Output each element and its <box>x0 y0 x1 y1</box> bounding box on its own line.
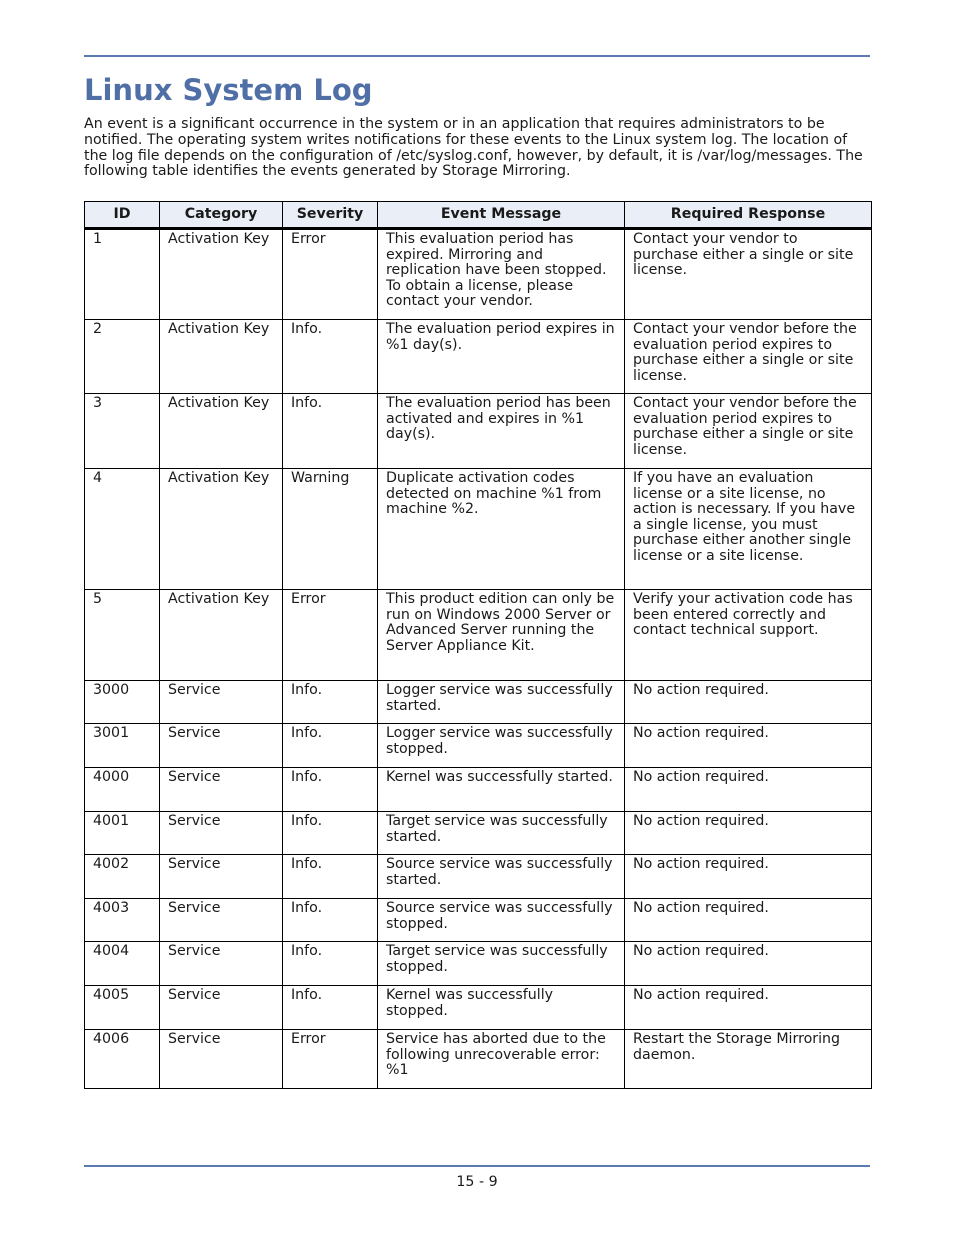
cell-category: Activation Key <box>160 320 283 394</box>
table-row <box>85 469 872 590</box>
cell-severity: Info. <box>283 768 378 812</box>
table-row <box>85 394 872 469</box>
header-required-response: Required Response <box>625 202 872 229</box>
cell-required-response: If you have an evaluation license or a site license, no action is necessary. If you have a single license, you must purchase either another single license or a site license. <box>625 469 872 590</box>
cell-required-response: No action required. <box>625 855 872 899</box>
cell-category: Activation Key <box>160 469 283 590</box>
cell-category: Activation Key <box>160 394 283 469</box>
cell-category: Activation Key <box>160 229 283 320</box>
cell-event-message: Kernel was successfully stopped. <box>378 986 625 1030</box>
cell-severity: Error <box>283 1030 378 1089</box>
page-title: Linux System Log <box>84 73 373 107</box>
cell-id: 2 <box>85 320 160 394</box>
cell-id: 3001 <box>85 724 160 768</box>
cell-event-message: Service has aborted due to the following unrecoverable error: %1 <box>378 1030 625 1089</box>
header-severity: Severity <box>283 202 378 229</box>
cell-category: Service <box>160 1030 283 1089</box>
cell-category: Service <box>160 812 283 855</box>
cell-severity: Info. <box>283 942 378 986</box>
cell-severity: Info. <box>283 724 378 768</box>
table-row <box>85 942 872 986</box>
cell-id: 4002 <box>85 855 160 899</box>
footer-rule <box>84 1165 870 1167</box>
cell-required-response: No action required. <box>625 942 872 986</box>
cell-category: Service <box>160 855 283 899</box>
cell-event-message: Duplicate activation codes detected on machine %1 from machine %2. <box>378 469 625 590</box>
cell-required-response: No action required. <box>625 768 872 812</box>
cell-id: 4005 <box>85 986 160 1030</box>
cell-severity: Info. <box>283 394 378 469</box>
cell-severity: Info. <box>283 855 378 899</box>
cell-event-message: This product edition can only be run on Windows 2000 Server or Advanced Server running the Server Appliance Kit. <box>378 590 625 681</box>
cell-severity: Info. <box>283 320 378 394</box>
cell-id: 4003 <box>85 899 160 942</box>
cell-required-response: Restart the Storage Mirroring daemon. <box>625 1030 872 1089</box>
cell-id: 5 <box>85 590 160 681</box>
cell-required-response: Contact your vendor to purchase either a single or site license. <box>625 229 872 320</box>
table-row <box>85 768 872 812</box>
cell-category: Service <box>160 899 283 942</box>
cell-event-message: Target service was successfully started. <box>378 812 625 855</box>
cell-required-response: No action required. <box>625 812 872 855</box>
table-row <box>85 320 872 394</box>
header-id: ID <box>85 202 160 229</box>
cell-required-response: No action required. <box>625 986 872 1030</box>
table-row <box>85 229 872 320</box>
cell-category: Service <box>160 986 283 1030</box>
cell-required-response: Contact your vendor before the evaluation period expires to purchase either a single or site license. <box>625 320 872 394</box>
cell-required-response: Contact your vendor before the evaluation period expires to purchase either a single or site license. <box>625 394 872 469</box>
table-row <box>85 1030 872 1089</box>
cell-id: 1 <box>85 229 160 320</box>
table-row <box>85 681 872 724</box>
table-row <box>85 590 872 681</box>
cell-severity: Info. <box>283 986 378 1030</box>
table-row <box>85 986 872 1030</box>
cell-event-message: Source service was successfully started. <box>378 855 625 899</box>
table-row <box>85 812 872 855</box>
cell-severity: Info. <box>283 812 378 855</box>
cell-event-message: This evaluation period has expired. Mirroring and replication have been stopped. To obtain a license, please contact your vendor. <box>378 229 625 320</box>
table-header-row <box>85 202 872 229</box>
cell-category: Service <box>160 768 283 812</box>
table-row <box>85 855 872 899</box>
cell-required-response: No action required. <box>625 724 872 768</box>
header-event-message: Event Message <box>378 202 625 229</box>
intro-paragraph: An event is a significant occurrence in the system or in an application that requires administrators to be notified. The operating system writes notifications for these events to the Linux system log. The location of the log file depends on the configuration of /etc/syslog.conf, however, by default, it is /var/log/messages. The following table identifies the events generated by Storage Mirroring. <box>84 116 863 180</box>
cell-id: 3 <box>85 394 160 469</box>
cell-event-message: Logger service was successfully stopped. <box>378 724 625 768</box>
cell-category: Service <box>160 681 283 724</box>
cell-severity: Info. <box>283 899 378 942</box>
cell-id: 4000 <box>85 768 160 812</box>
cell-severity: Error <box>283 229 378 320</box>
cell-severity: Error <box>283 590 378 681</box>
cell-category: Service <box>160 942 283 986</box>
table-row <box>85 724 872 768</box>
table-row <box>85 899 872 942</box>
cell-id: 4 <box>85 469 160 590</box>
cell-required-response: No action required. <box>625 899 872 942</box>
cell-severity: Info. <box>283 681 378 724</box>
cell-required-response: No action required. <box>625 681 872 724</box>
cell-id: 4006 <box>85 1030 160 1089</box>
cell-event-message: Source service was successfully stopped. <box>378 899 625 942</box>
cell-id: 3000 <box>85 681 160 724</box>
cell-event-message: The evaluation period expires in %1 day(s). <box>378 320 625 394</box>
header-category: Category <box>160 202 283 229</box>
cell-event-message: Kernel was successfully started. <box>378 768 625 812</box>
cell-event-message: The evaluation period has been activated and expires in %1 day(s). <box>378 394 625 469</box>
cell-category: Activation Key <box>160 590 283 681</box>
header-rule <box>84 55 870 57</box>
cell-severity: Warning <box>283 469 378 590</box>
cell-category: Service <box>160 724 283 768</box>
cell-event-message: Logger service was successfully started. <box>378 681 625 724</box>
cell-id: 4004 <box>85 942 160 986</box>
cell-required-response: Verify your activation code has been entered correctly and contact technical support. <box>625 590 872 681</box>
cell-id: 4001 <box>85 812 160 855</box>
events-table <box>84 201 872 1089</box>
page-number: 15 - 9 <box>456 1174 498 1190</box>
cell-event-message: Target service was successfully stopped. <box>378 942 625 986</box>
